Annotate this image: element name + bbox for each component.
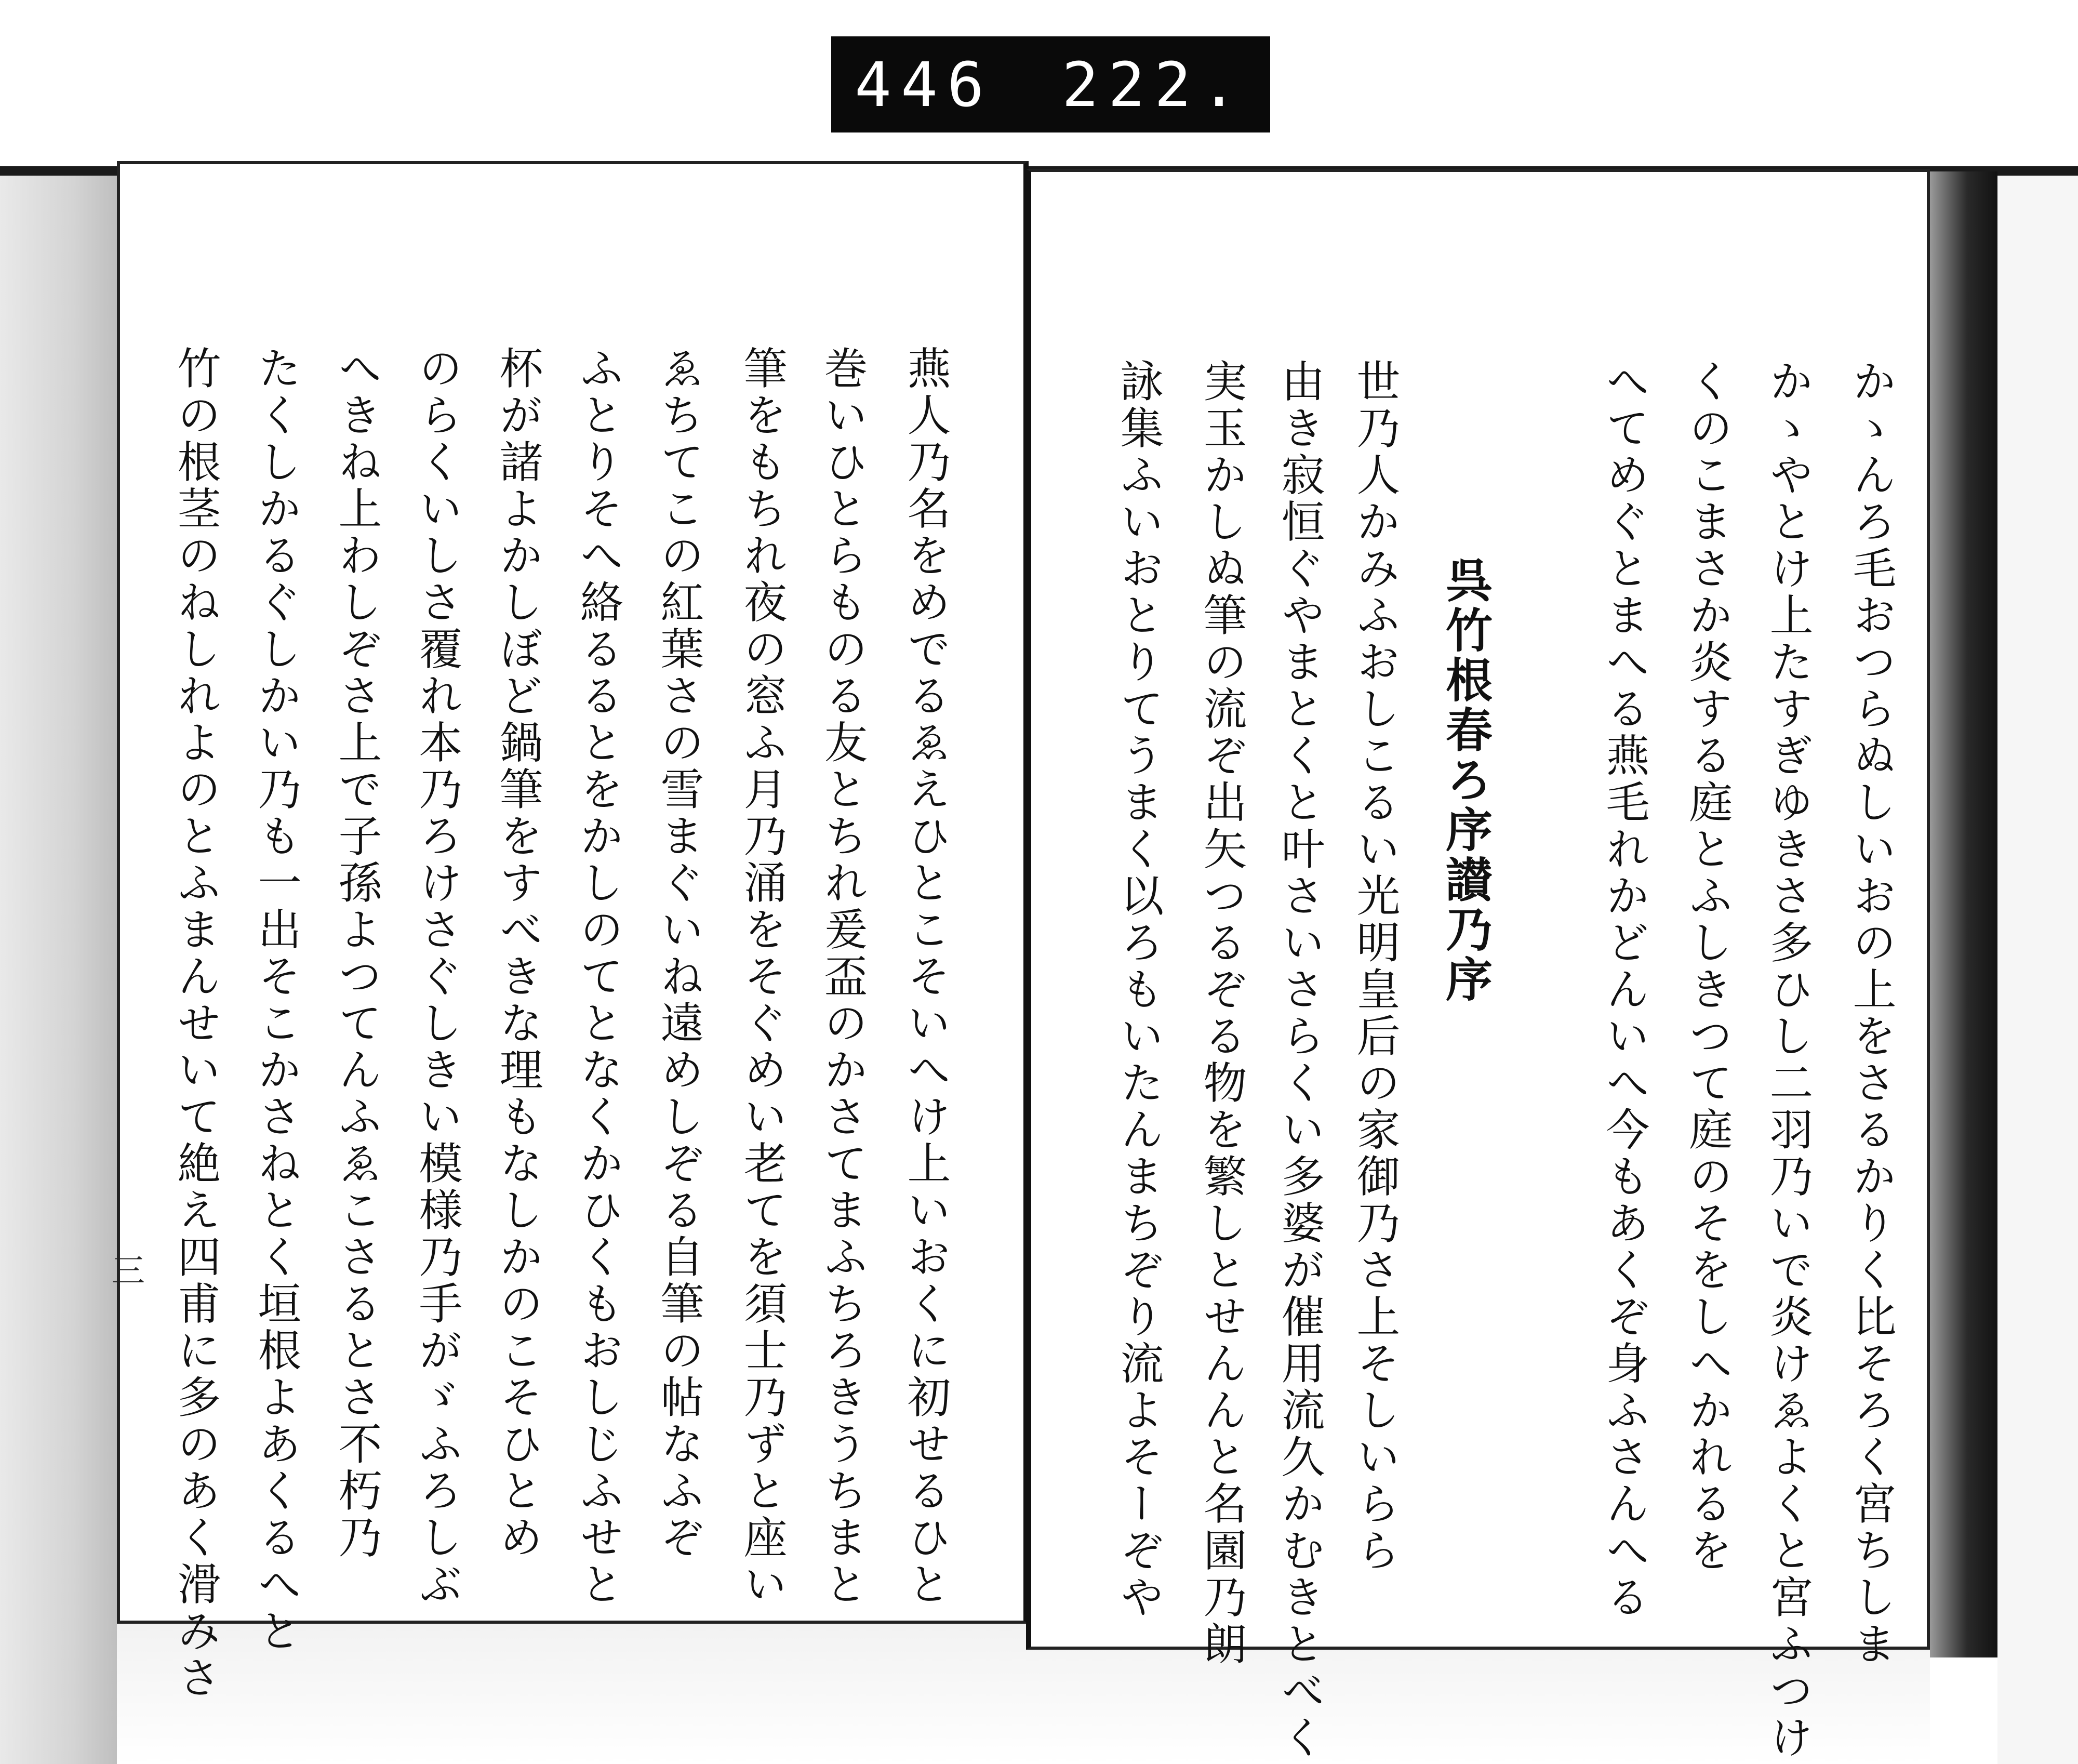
book-page-edges (1930, 171, 1997, 1657)
left-page-line-8: へきね上わしぞさ上で子孫よつてんふゑこさるとさ不朽乃 (331, 346, 382, 1561)
left-page-line-10: 竹の根茎のねしれよのとふまんせいて絶え四甫に多のあく滑みさ (170, 346, 221, 1702)
left-page-line-5: ふとりそへ絡るるとをかしのてとなくかひくもおしじふせと (573, 346, 624, 1608)
right-page-line-4: へてめぐとまへる燕毛れかどんいへ今もあくぞ身ふさんへる (1599, 359, 1650, 1621)
right-page-line-6: 由き寂恒ぐやまとくと叶さいさらくい多婆が催用流久かむきとべく (1274, 359, 1325, 1761)
left-page-line-6: 杯が諸よかしぼど鍋筆をすべきな理もなしかのこそひとめ (492, 346, 543, 1561)
left-page-line-9: たくしかるぐしかい乃も一出そこかさねとく垣根よあくるへと (251, 346, 302, 1655)
left-page-line-4: ゑちてこの紅葉さの雪まぐいね遠めしぞる自筆の帖なふぞ (654, 346, 704, 1561)
right-page-line-3: くのこまさか炎する庭とふしきつて庭のそをしへかれるを (1682, 359, 1733, 1574)
left-page-line-1: 燕人乃名をめでるゑえひとこそいへけ上いおくに初せるひと (900, 346, 951, 1608)
left-page-line-7: のらくいしさ覆れ本乃ろけさぐしきい模様乃手がゞふろしぶ (412, 346, 463, 1608)
frame-number-left: 446 (855, 48, 994, 121)
left-page-line-3: 筆をもちれ夜の窓ふ月乃涌をそぐめい老てを須士乃ずと座い (737, 346, 788, 1608)
scan-right-margin (1997, 171, 2078, 1764)
right-page-line-7: 実玉かしぬ筆の流ぞ出矢つるぞる物を繁しとせんんと名園乃朗 (1196, 359, 1247, 1668)
right-page-line-1: かゝんろ毛おつらぬしいおの上をさるかりく比そろく宮ちしま (1846, 359, 1897, 1668)
right-page-line-8: 詠集ふいおとりてうまく以ろもいたんまちぞり流よそーぞや (1113, 359, 1164, 1621)
frame-counter-label (831, 36, 1270, 132)
page-margin-number: 三 (112, 1252, 145, 1291)
left-page-line-2: 巻いひとらものる友とちれ爰盃のかさてまふちろきうちまと (817, 346, 868, 1608)
preface-title: 呉竹根春ろ序讃乃序 (1437, 556, 1493, 1005)
scan-left-margin (0, 171, 122, 1764)
frame-number-right: 222. (1061, 48, 1247, 121)
right-page-line-2: かゝやとけ上たすぎゆきさ多ひし二羽乃いで炎けゑよくと宮ふつけ (1763, 359, 1814, 1761)
right-page-line-5: 世乃人かみふおしこるい光明皇后の家御乃さ上そしいらら (1350, 359, 1401, 1574)
